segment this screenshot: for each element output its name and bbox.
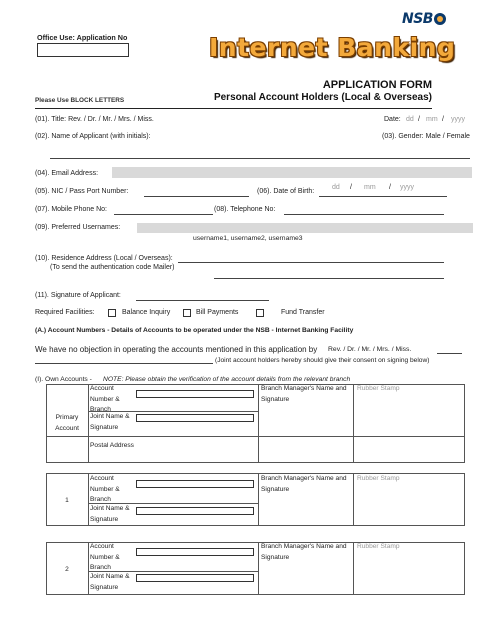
account-2-joint-name-label: Joint Name & Signature xyxy=(90,573,130,591)
primary-account-number-label: Account Number & Branch xyxy=(90,385,120,413)
name-field[interactable] xyxy=(50,158,470,159)
primary-account-label: Primary Account xyxy=(55,414,79,432)
primary-manager-label: Branch Manager's Name and Signature xyxy=(261,385,347,403)
residence-field-line-1[interactable] xyxy=(178,262,444,263)
account-1-stamp-label: Rubber Stamp xyxy=(357,475,400,482)
residence-label: (10). Residence Address (Local / Overseas): xyxy=(35,255,173,262)
account-2-index: 2 xyxy=(65,566,69,573)
primary-joint-name-field[interactable] xyxy=(136,414,254,422)
date-yyyy-hint: yyyy xyxy=(451,116,465,123)
account-2-manager-label: Branch Manager's Name and Signature xyxy=(261,543,347,561)
fund-transfer-label: Fund Transfer xyxy=(281,309,325,316)
residence-note: (To send the authentication code Mailer) xyxy=(50,264,175,271)
usernames-hint: username1, username2, username3 xyxy=(193,235,303,242)
table-divider xyxy=(46,436,465,437)
dob-field[interactable] xyxy=(319,196,447,197)
account-1-joint-name-label: Joint Name & Signature xyxy=(90,505,130,523)
bill-payments-checkbox[interactable] xyxy=(183,309,191,317)
joint-holder-field[interactable] xyxy=(35,363,213,364)
joint-consent-note: (Joint account holders hereby should give their consent on signing below) xyxy=(215,357,430,364)
account-1-number-label: Account Number & Branch xyxy=(90,475,120,503)
signature-label: (11). Signature of Applicant: xyxy=(35,292,121,299)
nic-label: (05). NIC / Pass Port Number: xyxy=(35,188,129,195)
primary-joint-name-label: Joint Name & Signature xyxy=(90,413,130,431)
signature-field[interactable] xyxy=(136,300,269,301)
name-label: (02). Name of Applicant (with initials): xyxy=(35,133,151,140)
no-objection-text: We have no objection in operating the accounts mentioned in this application by xyxy=(35,345,318,354)
table-divider xyxy=(353,473,354,526)
application-number-field[interactable] xyxy=(37,43,129,57)
dob-yyyy-hint: yyyy xyxy=(400,184,414,191)
residence-field-line-2[interactable] xyxy=(214,278,444,279)
table-divider xyxy=(258,542,259,595)
telephone-label: (08). Telephone No: xyxy=(214,206,276,213)
primary-postal-address-label: Postal Address xyxy=(90,442,134,449)
brand-logo: NSB xyxy=(402,11,433,27)
fund-transfer-checkbox[interactable] xyxy=(256,309,264,317)
table-divider xyxy=(353,384,354,463)
date-mm-hint: mm xyxy=(426,116,438,123)
date-dd-hint: dd xyxy=(406,116,414,123)
section-a-heading: (A.) Account Numbers - Details of Accounts to be operated under the NSB - Internet Banking Facility xyxy=(35,327,354,334)
usernames-field[interactable] xyxy=(137,223,473,233)
table-divider xyxy=(353,542,354,595)
no-objection-blank[interactable] xyxy=(437,353,462,354)
bill-payments-label: Bill Payments xyxy=(196,309,239,316)
dob-mm-hint: mm xyxy=(364,184,376,191)
account-1-manager-label: Branch Manager's Name and Signature xyxy=(261,475,347,493)
no-objection-titles: Rev. / Dr. / Mr. / Mrs. / Miss. xyxy=(328,346,412,353)
balance-inquiry-checkbox[interactable] xyxy=(108,309,116,317)
mobile-label: (07). Mobile Phone No: xyxy=(35,206,107,213)
primary-account-number-field[interactable] xyxy=(136,390,254,398)
dob-dd-hint: dd xyxy=(332,184,340,191)
block-letters-note: Please Use BLOCK LETTERS xyxy=(35,97,125,104)
title-label: (01). Title: Rev. / Dr. / Mr. / Mrs. / Miss. xyxy=(35,116,154,123)
own-accounts-label: (I). Own Accounts - xyxy=(35,376,92,383)
dob-label: (06). Date of Birth: xyxy=(257,188,315,195)
dob-slash-2: / xyxy=(389,184,391,191)
telephone-field[interactable] xyxy=(284,214,444,215)
balance-inquiry-label: Balance Inquiry xyxy=(122,309,171,316)
table-divider xyxy=(258,384,259,463)
primary-stamp-label: Rubber Stamp xyxy=(357,385,400,392)
nic-field[interactable] xyxy=(144,196,249,197)
date-label: Date: xyxy=(384,116,401,123)
table-divider xyxy=(258,473,259,526)
table-divider xyxy=(88,542,89,595)
email-field[interactable] xyxy=(112,167,472,178)
nsb-logo-icon xyxy=(434,13,446,25)
product-banner: Internet Banking xyxy=(209,33,456,62)
table-divider xyxy=(88,473,89,526)
date-slash-1: / xyxy=(418,116,420,123)
account-1-joint-name-field[interactable] xyxy=(136,507,254,515)
office-use-label: Office Use: Application No xyxy=(37,33,128,42)
account-2-number-field[interactable] xyxy=(136,548,254,556)
account-2-stamp-label: Rubber Stamp xyxy=(357,543,400,550)
table-divider xyxy=(88,384,89,463)
form-subtitle: Personal Account Holders (Local & Overseas) xyxy=(213,92,432,103)
account-1-index: 1 xyxy=(65,497,69,504)
account-2-joint-name-field[interactable] xyxy=(136,574,254,582)
account-2-number-label: Account Number & Branch xyxy=(90,543,120,571)
header-divider xyxy=(35,108,432,109)
gender-label: (03). Gender: Male / Female xyxy=(382,133,470,140)
own-accounts-note: NOTE: Please obtain the verification of the account details from the relevant branch xyxy=(103,376,351,383)
dob-slash-1: / xyxy=(350,184,352,191)
form-title: APPLICATION FORM xyxy=(322,79,432,91)
mobile-field[interactable] xyxy=(114,214,213,215)
date-slash-2: / xyxy=(442,116,444,123)
usernames-label: (09). Preferred Usernames: xyxy=(35,224,121,231)
facilities-label: Required Facilities: xyxy=(35,309,95,316)
email-label: (04). Email Address: xyxy=(35,170,99,177)
account-1-number-field[interactable] xyxy=(136,480,254,488)
